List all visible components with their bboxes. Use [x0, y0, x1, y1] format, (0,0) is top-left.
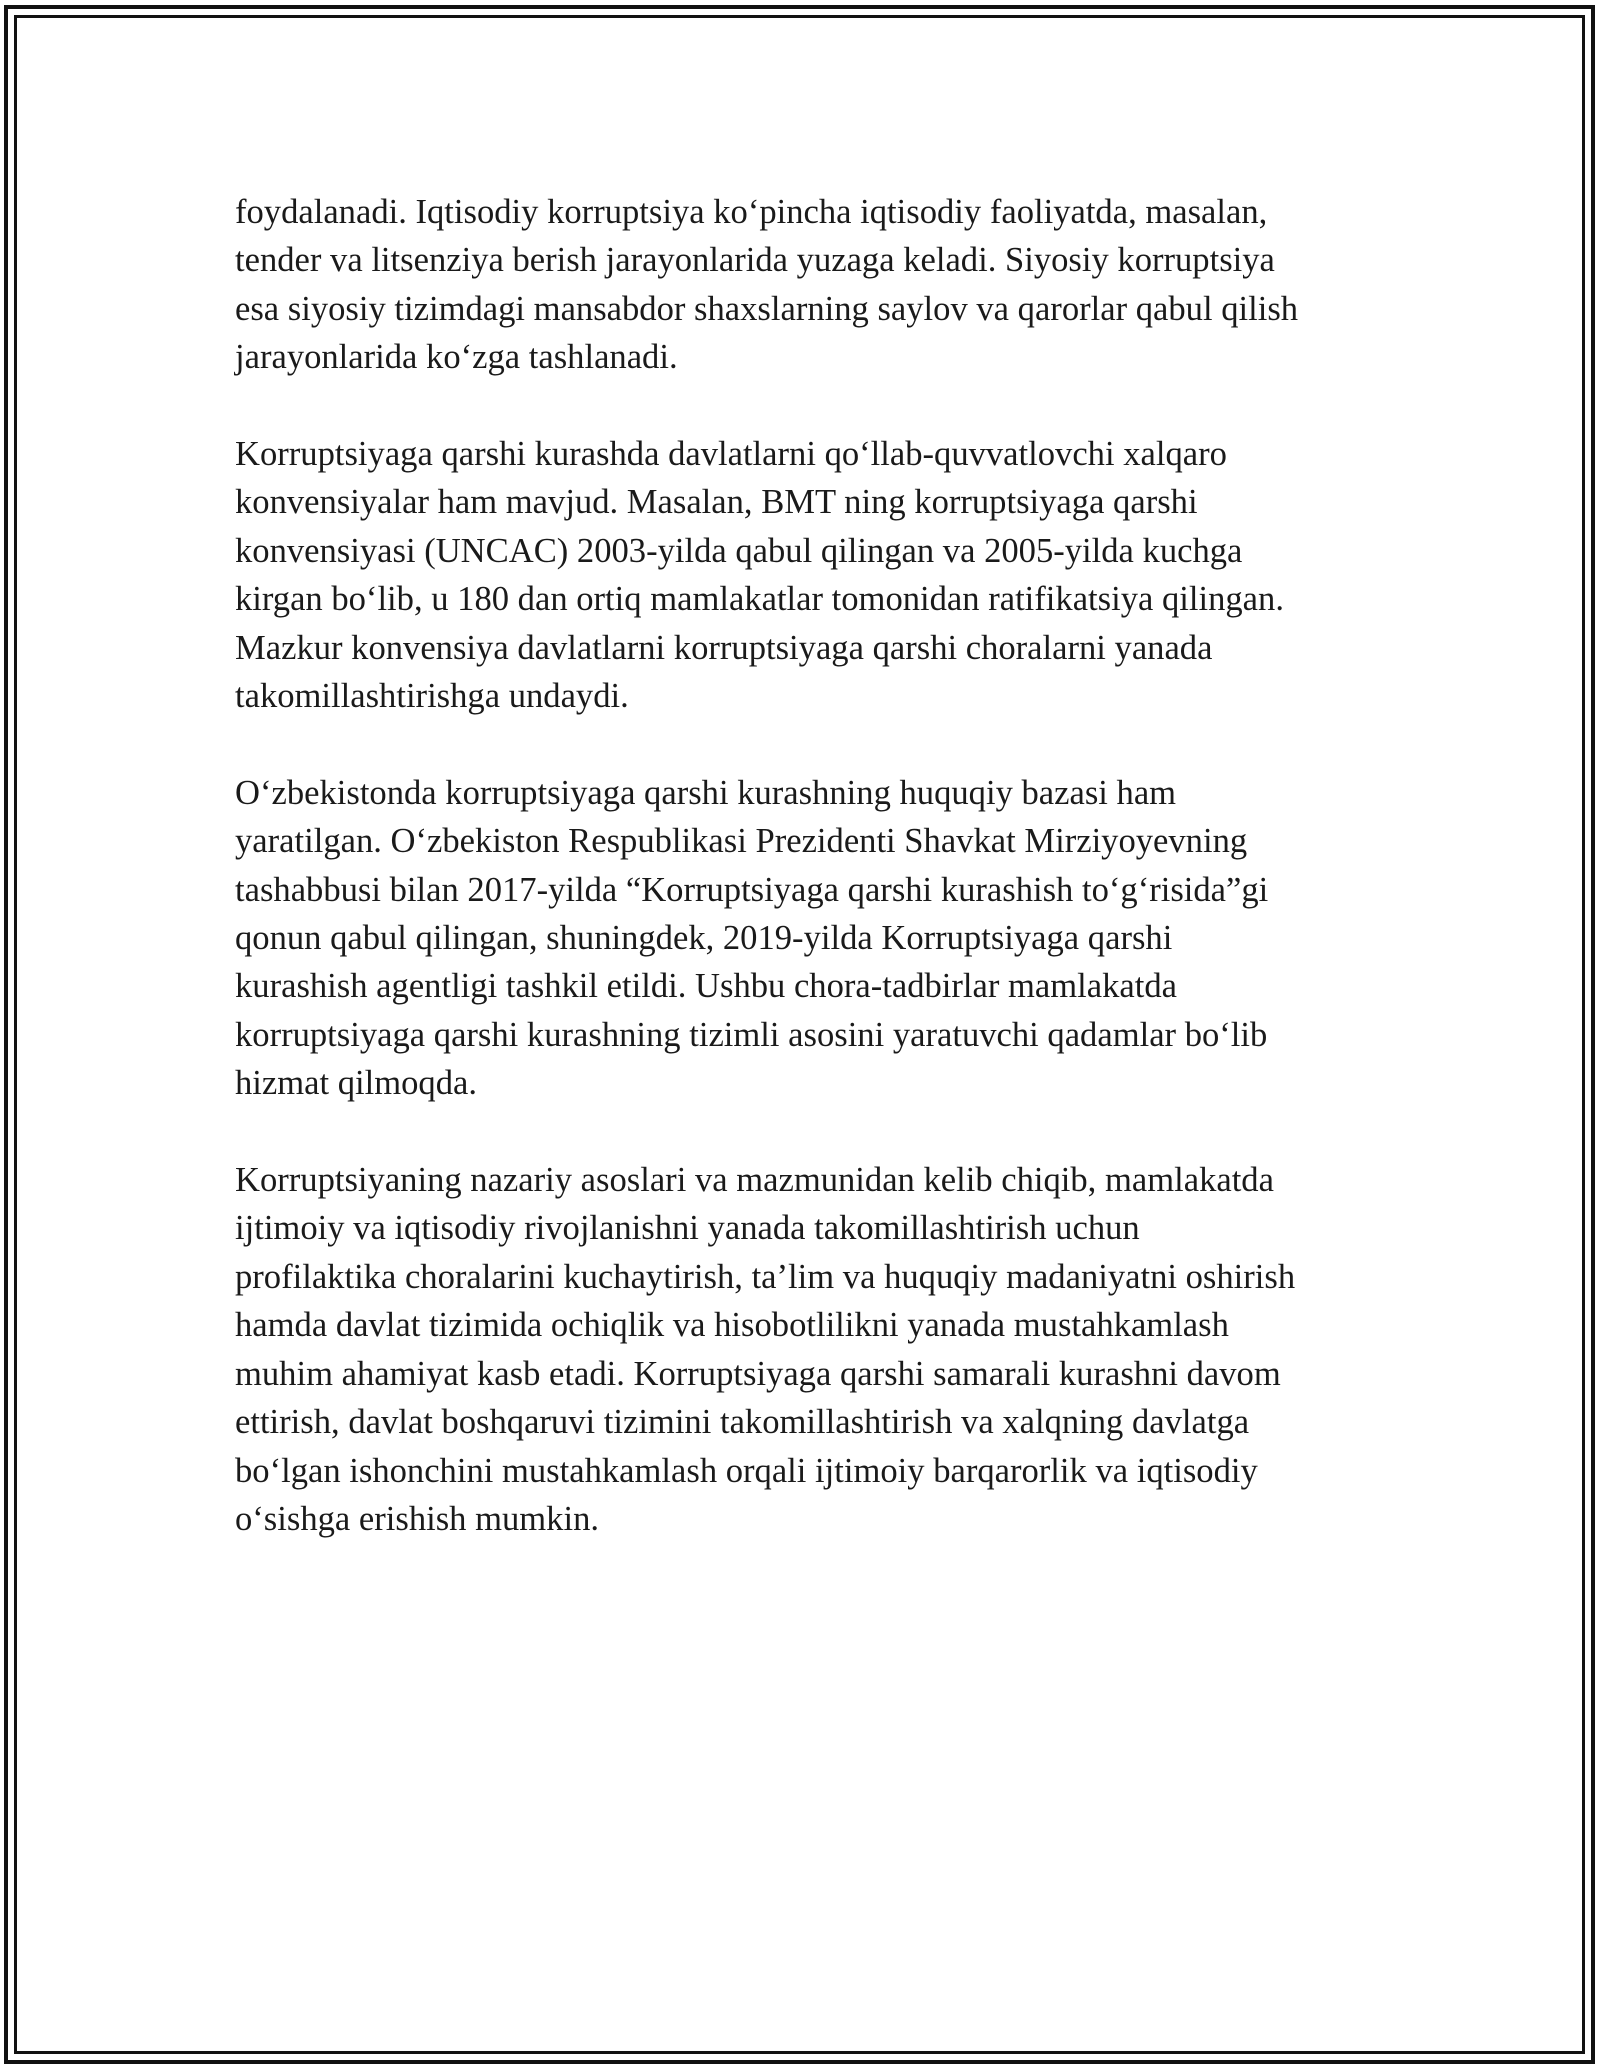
paragraph-economic-political-corruption: [235, 188, 1385, 382]
text-line: muhim ahamiyat kasb etadi. Korruptsiyaga qarshi samarali kurashni davom: [235, 1354, 1281, 1393]
text-line: o‘sishga erishish mumkin.: [235, 1499, 600, 1538]
text-line: yaratilgan. O‘zbekiston Respublikasi Prezidenti Shavkat Mirziyoyevning: [235, 822, 1248, 861]
paragraph-uzbekistan-legal-basis: [235, 769, 1385, 1108]
text-line: jarayonlarida ko‘zga tashlanadi.: [235, 338, 678, 377]
text-line: konvensiyalar ham mavjud. Masalan, BMT ning korruptsiyaga qarshi: [235, 483, 1198, 522]
text-line: hamda davlat tizimida ochiqlik va hisobotlilikni yanada mustahkamlash: [235, 1306, 1229, 1345]
text-line: hizmat qilmoqda.: [235, 1064, 477, 1103]
text-line: takomillashtirishga undaydi.: [235, 677, 629, 716]
text-line: Korruptsiyaga qarshi kurashda davlatlarni qo‘llab-quvvatlovchi xalqaro: [235, 435, 1227, 474]
text-line: Korruptsiyaning nazariy asoslari va mazmunidan kelib chiqib, mamlakatda: [235, 1161, 1274, 1200]
paragraph-international-conventions: [235, 430, 1385, 720]
text-line: ijtimoiy va iqtisodiy rivojlanishni yanada takomillashtirish uchun: [235, 1209, 1140, 1248]
text-line: foydalanadi. Iqtisodiy korruptsiya ko‘pincha iqtisodiy faoliyatda, masalan,: [235, 193, 1268, 231]
text-line: bo‘lgan ishonchini mustahkamlash orqali ijtimoiy barqarorlik va iqtisodiy: [235, 1451, 1258, 1490]
text-line: korruptsiyaga qarshi kurashning tizimli asosini yaratuvchi qadamlar bo‘lib: [235, 1015, 1268, 1054]
text-line: profilaktika choralarini kuchaytirish, ta’lim va huquqiy madaniyatni oshirish: [235, 1257, 1296, 1296]
text-line: ettirish, davlat boshqaruvi tizimini takomillashtirish va xalqning davlatga: [235, 1403, 1250, 1442]
text-line: tashabbusi bilan 2017-yilda “Korruptsiyaga qarshi kurashish to‘g‘risida”gi: [235, 870, 1269, 909]
text-line: konvensiyasi (UNCAC) 2003-yilda qabul qilingan va 2005-yilda kuchga: [235, 531, 1243, 570]
text-line: Mazkur konvensiya davlatlarni korruptsiyaga qarshi choralarni yanada: [235, 628, 1213, 667]
text-line: tender va litsenziya berish jarayonlarida yuzaga keladi. Siyosiy korruptsiya: [235, 241, 1275, 280]
paragraph-conclusion: [235, 1156, 1385, 1543]
text-line: O‘zbekistonda korruptsiyaga qarshi kurashning huquqiy bazasi ham: [235, 773, 1177, 812]
document-body: [235, 188, 1385, 1592]
text-line: qonun qabul qilingan, shuningdek, 2019-yilda Korruptsiyaga qarshi: [235, 919, 1173, 958]
text-line: kurashish agentligi tashkil etildi. Ushbu chora-tadbirlar mamlakatda: [235, 967, 1178, 1006]
text-line: kirgan bo‘lib, u 180 dan ortiq mamlakatlar tomonidan ratifikatsiya qilingan.: [235, 580, 1284, 619]
text-line: esa siyosiy tizimdagi mansabdor shaxslarning saylov va qarorlar qabul qilish: [235, 289, 1299, 328]
